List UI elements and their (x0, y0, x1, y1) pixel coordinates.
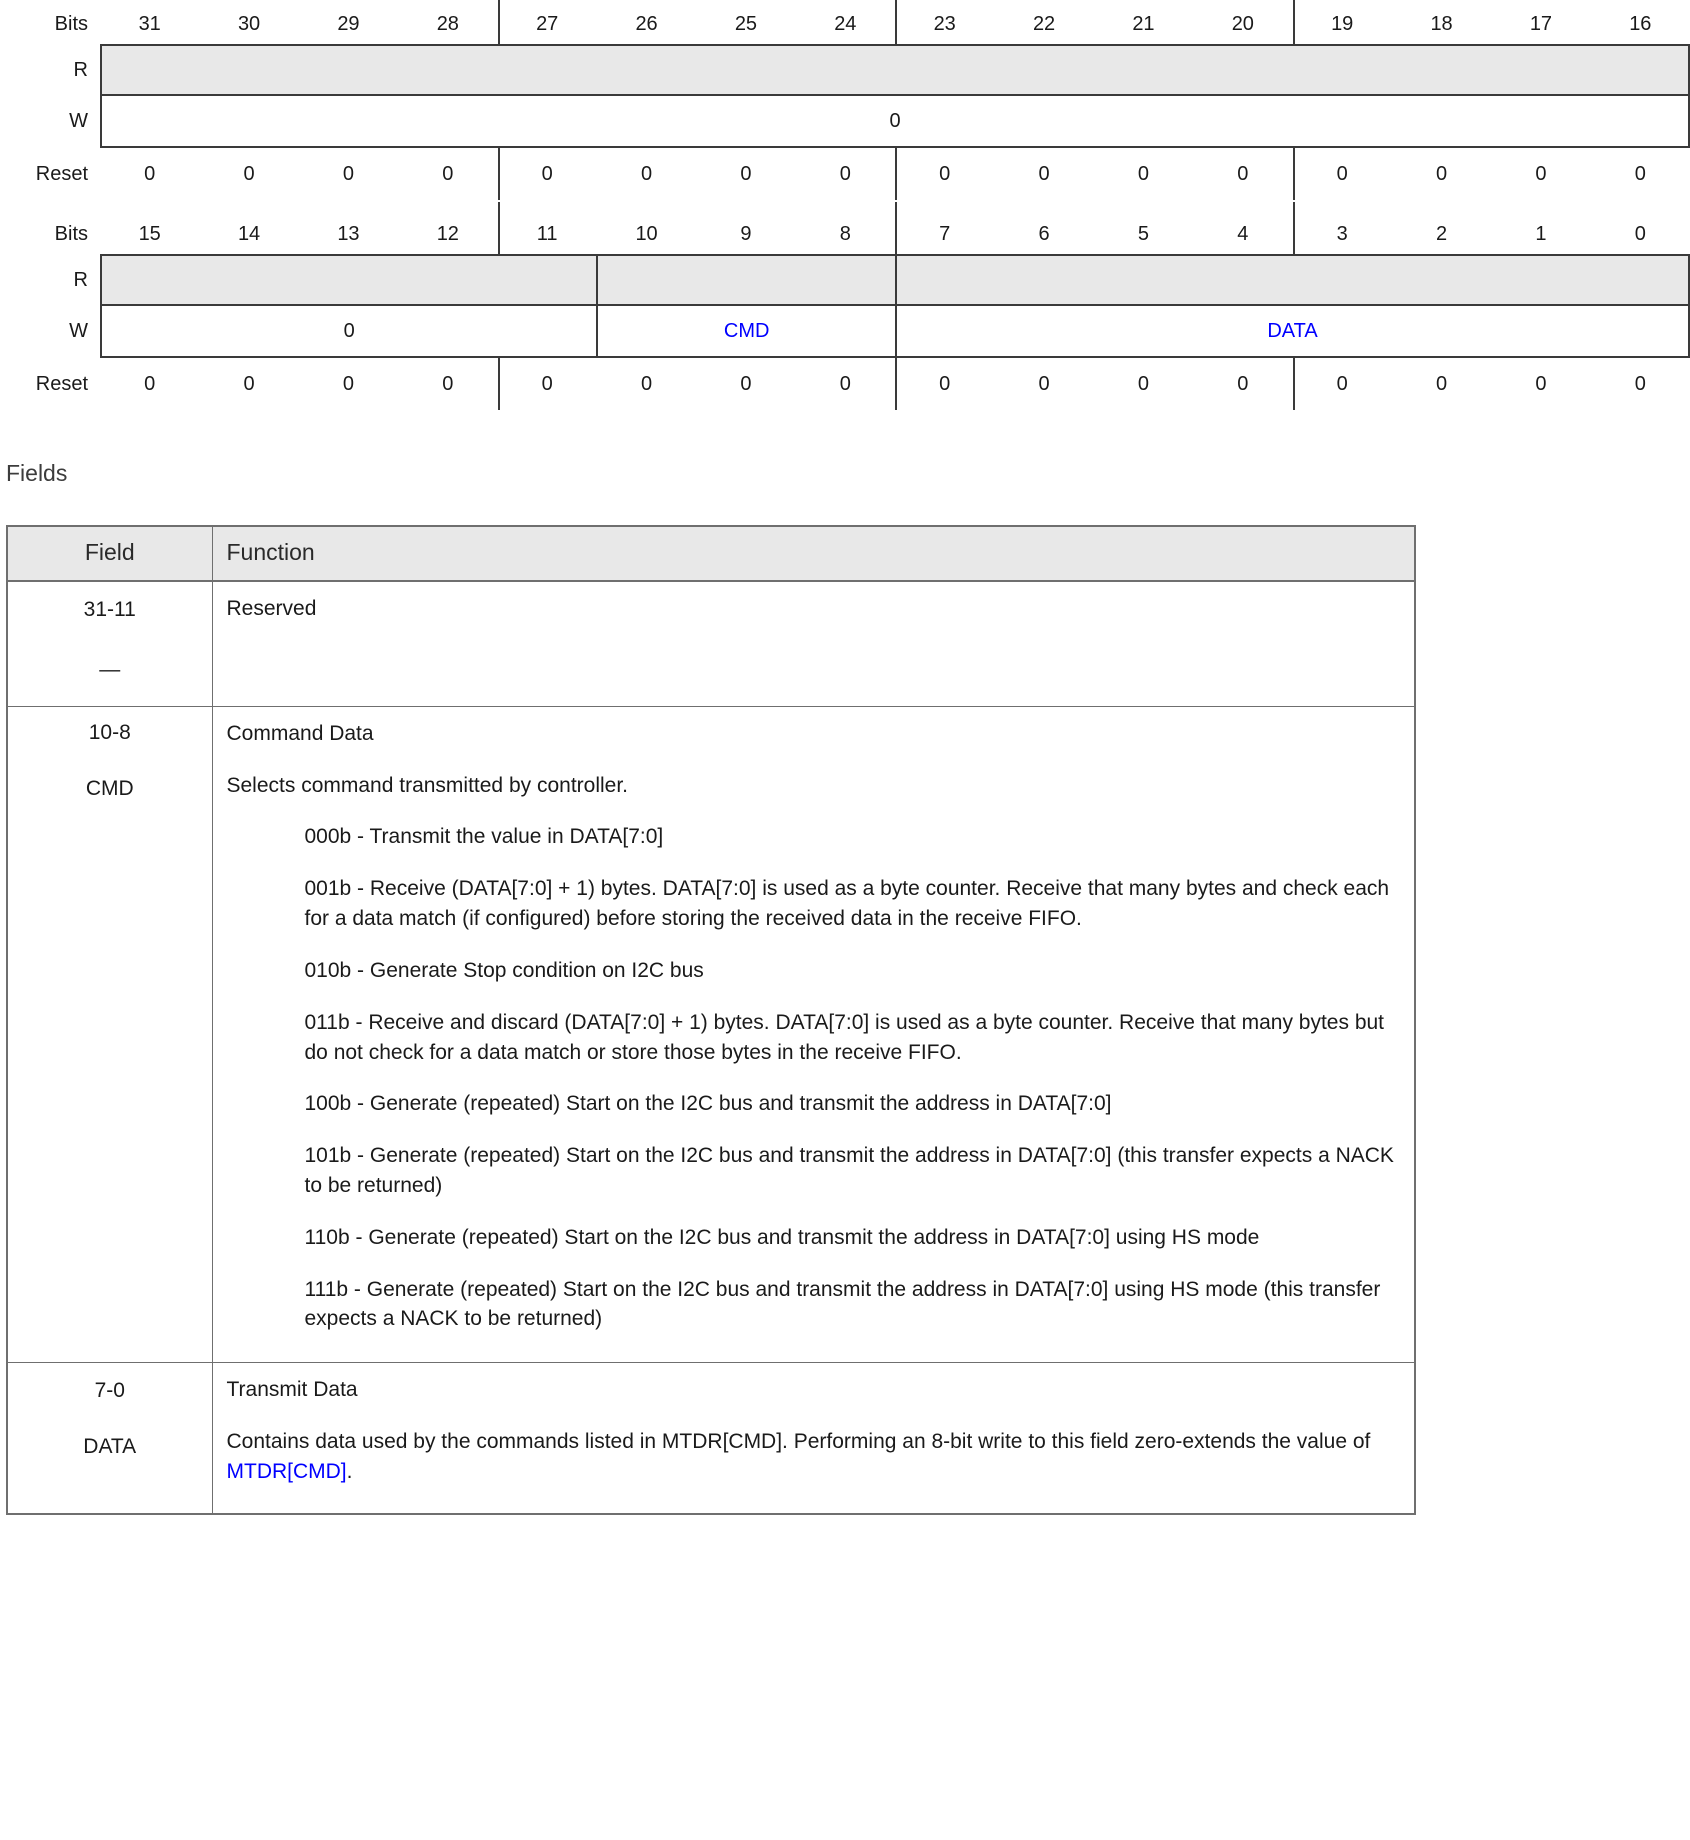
bit-number-low-15: 0 (1634, 222, 1646, 245)
reset-value-low-12: 0 (1336, 372, 1348, 395)
reset-value-high-3: 0 (442, 162, 454, 185)
rw-labels-low (0, 254, 100, 358)
function-paragraph: Selects command transmitted by controller. (226, 773, 629, 797)
mtdr-cmd-cross-reference-link[interactable]: MTDR[CMD] (226, 1459, 347, 1483)
read-segment-low-cmd (596, 256, 895, 304)
reset-row-low (0, 358, 1690, 410)
bit-number-high-10: 21 (1132, 12, 1155, 35)
reset-value-low-2: 0 (342, 372, 354, 395)
function-enum-item: 000b - Transmit the value in DATA[7:0] (304, 825, 664, 849)
reset-value-high-4: 0 (541, 162, 553, 185)
write-segment-low-0: 0 (343, 319, 355, 342)
bits-row-label-high: Bits (54, 12, 88, 35)
reset-value-high-10: 0 (1137, 162, 1149, 185)
bit-number-low-14: 1 (1535, 222, 1547, 245)
column-header-function: Function (212, 526, 1415, 581)
reset-value-high-6: 0 (740, 162, 752, 185)
nibble-separator-2 (895, 356, 897, 410)
nibble-separator-3 (1293, 146, 1295, 200)
function-paragraph: Command Data (226, 721, 374, 745)
bit-number-high-7: 24 (834, 12, 857, 35)
bit-number-high-4: 27 (536, 12, 559, 35)
reset-row-label-high: Reset (35, 162, 88, 185)
bit-number-high-15: 16 (1629, 12, 1652, 35)
reset-value-low-3: 0 (442, 372, 454, 395)
nibble-separator-1 (498, 146, 500, 200)
nibble-separator-3 (1293, 202, 1295, 254)
field-bits-cell (7, 706, 212, 1362)
function-enum-item: 100b - Generate (repeated) Start on the I2C bus and transmit the address in DATA[7:0] (304, 1092, 1112, 1116)
bit-number-high-13: 18 (1430, 12, 1453, 35)
function-enum-item: 111b - Generate (repeated) Start on the I2C bus and transmit the address in DATA[7:0] using HS mode (this transfer expects a NACK to be returned) (304, 1277, 1381, 1331)
write-line-high (102, 96, 1688, 146)
reset-value-low-9: 0 (1038, 372, 1050, 395)
reset-value-low-7: 0 (839, 372, 851, 395)
reset-value-cells-high (100, 148, 1690, 200)
reset-value-low-5: 0 (641, 372, 653, 395)
rw-block-high (0, 44, 1690, 148)
reset-value-high-12: 0 (1336, 162, 1348, 185)
read-row-label-high: R (73, 58, 88, 81)
bit-number-high-0: 31 (138, 12, 161, 35)
bit-number-high-12: 19 (1331, 12, 1354, 35)
reset-value-high-7: 0 (839, 162, 851, 185)
bit-number-high-11: 20 (1231, 12, 1254, 35)
reset-value-high-9: 0 (1038, 162, 1050, 185)
bit-number-low-12: 3 (1336, 222, 1348, 245)
fields-table-body (7, 581, 1415, 1514)
bit-number-cells-high (100, 4, 1690, 44)
field-bits-cell (7, 581, 212, 706)
field-name-placeholder: — (99, 658, 121, 681)
field-name: CMD (85, 776, 134, 800)
reset-value-high-5: 0 (641, 162, 653, 185)
reset-value-low-1: 0 (243, 372, 255, 395)
rw-boxes-low (100, 254, 1690, 358)
nibble-separator-3 (1293, 356, 1295, 410)
read-line-low (102, 256, 1688, 306)
reset-value-low-15: 0 (1634, 372, 1646, 395)
reset-row-label-low: Reset (35, 372, 88, 395)
reset-value-high-1: 0 (243, 162, 255, 185)
bit-number-low-10: 5 (1137, 222, 1149, 245)
bit-number-low-5: 10 (635, 222, 658, 245)
field-bits-cell (7, 1363, 212, 1514)
reset-value-low-8: 0 (939, 372, 951, 395)
function-enum-item: 110b - Generate (repeated) Start on the I2C bus and transmit the address in DATA[7:0] using HS mode (304, 1225, 1260, 1249)
reset-value-high-14: 0 (1535, 162, 1547, 185)
bit-number-high-5: 26 (635, 12, 658, 35)
bit-number-high-1: 30 (237, 12, 261, 35)
read-row-label-low: R (73, 268, 88, 291)
reset-value-high-13: 0 (1436, 162, 1448, 185)
function-paragraph: Transmit Data (226, 1378, 358, 1402)
function-enum-item: 011b - Receive and discard (DATA[7:0] + 1) bytes. DATA[7:0] is used as a byte counter. Receive that many bytes but do not check for a data match or store those bytes in the receive FIFO. (304, 1010, 1385, 1064)
reset-value-cells-low (100, 358, 1690, 410)
bit-number-cells-low (100, 214, 1690, 254)
field-name: DATA (83, 1435, 137, 1459)
rw-boxes-high (100, 44, 1690, 148)
field-bit-range: 31-11 (83, 598, 136, 621)
bit-number-low-4: 11 (536, 222, 558, 245)
bit-number-low-7: 8 (839, 222, 851, 245)
write-segment-high-0: 0 (889, 109, 901, 132)
fields-heading: Fields (6, 460, 68, 486)
reset-value-high-8: 0 (939, 162, 951, 185)
fields-table (6, 525, 1416, 1515)
nibble-separator-2 (895, 202, 897, 254)
function-enum-item: 010b - Generate Stop condition on I2C bus (304, 958, 704, 982)
field-bit-range: 10-8 (88, 720, 131, 744)
bit-number-low-9: 6 (1038, 222, 1050, 245)
reset-value-high-2: 0 (342, 162, 354, 185)
bit-number-high-9: 22 (1032, 12, 1056, 35)
bits-header-row-low (0, 214, 1690, 254)
rw-block-low (0, 254, 1690, 358)
nibble-separator-1 (498, 202, 500, 254)
reset-value-high-11: 0 (1237, 162, 1249, 185)
function-enum-item: 001b - Receive (DATA[7:0] + 1) bytes. DATA[7:0] is used as a byte counter. Receive that many bytes and check each for a data match (if configured) before storing the received data in the receive FIFO. (304, 877, 1390, 931)
bit-number-high-2: 29 (337, 12, 360, 35)
function-paragraph: Reserved (226, 597, 317, 620)
reset-value-low-13: 0 (1436, 372, 1448, 395)
reset-value-high-0: 0 (144, 162, 156, 185)
bit-number-low-3: 12 (436, 222, 459, 245)
reset-row-high (0, 148, 1690, 200)
read-segment-low-data (895, 256, 1688, 304)
register-bitfield-diagram (0, 0, 1690, 410)
nibble-separator-2 (895, 0, 897, 44)
rw-labels-high (0, 44, 100, 148)
bits-row-label-low: Bits (54, 222, 88, 245)
reset-value-high-15: 0 (1634, 162, 1646, 185)
reset-value-low-14: 0 (1535, 372, 1547, 395)
bit-number-low-6: 9 (740, 222, 752, 245)
function-paragraph-with-link: Contains data used by the commands listed in MTDR[CMD]. Performing an 8-bit write to this field zero-extends the value of MTDR[CMD]. (226, 1430, 1371, 1483)
bit-number-high-3: 28 (436, 12, 459, 35)
reset-value-low-0: 0 (144, 372, 156, 395)
write-line-low (102, 306, 1688, 356)
write-row-label-low: W (69, 319, 88, 342)
bit-number-low-13: 2 (1436, 222, 1448, 245)
reset-value-low-4: 0 (541, 372, 553, 395)
read-segment-low-0 (102, 256, 596, 304)
nibble-separator-3 (1293, 0, 1295, 44)
spacer-between-words (0, 200, 1690, 214)
table-row (7, 1363, 1415, 1514)
read-line-high (102, 46, 1688, 96)
nibble-separator-1 (498, 0, 500, 44)
write-row-label-high: W (69, 109, 88, 132)
table-row (7, 706, 1415, 1362)
write-segment-low-data: DATA (895, 306, 1688, 356)
field-bit-range: 7-0 (94, 1379, 125, 1403)
bit-number-high-14: 17 (1529, 12, 1553, 35)
bit-number-low-2: 13 (337, 222, 360, 245)
field-function-cell (212, 706, 1415, 1362)
table-row (7, 581, 1415, 706)
read-segment-high-0 (102, 46, 1688, 94)
column-header-field: Field (7, 526, 212, 581)
bit-number-low-0: 15 (138, 222, 161, 245)
bit-number-low-1: 14 (237, 222, 261, 245)
reset-value-low-11: 0 (1237, 372, 1249, 395)
bit-number-low-11: 4 (1237, 222, 1249, 245)
bit-number-high-8: 23 (933, 12, 956, 35)
bit-number-high-6: 25 (734, 12, 758, 35)
bits-header-row-high (0, 4, 1690, 44)
function-enum-item: 101b - Generate (repeated) Start on the I2C bus and transmit the address in DATA[7:0] (this transfer expects a NACK to be returned) (304, 1144, 1394, 1197)
nibble-separator-1 (498, 356, 500, 410)
fields-table-header-row (7, 526, 1415, 581)
field-function-cell (212, 1363, 1415, 1514)
reset-value-low-10: 0 (1137, 372, 1149, 395)
field-function-cell (212, 581, 1415, 706)
reset-value-low-6: 0 (740, 372, 752, 395)
bit-number-low-8: 7 (939, 222, 951, 245)
write-segment-low-cmd: CMD (596, 306, 895, 356)
nibble-separator-2 (895, 146, 897, 200)
